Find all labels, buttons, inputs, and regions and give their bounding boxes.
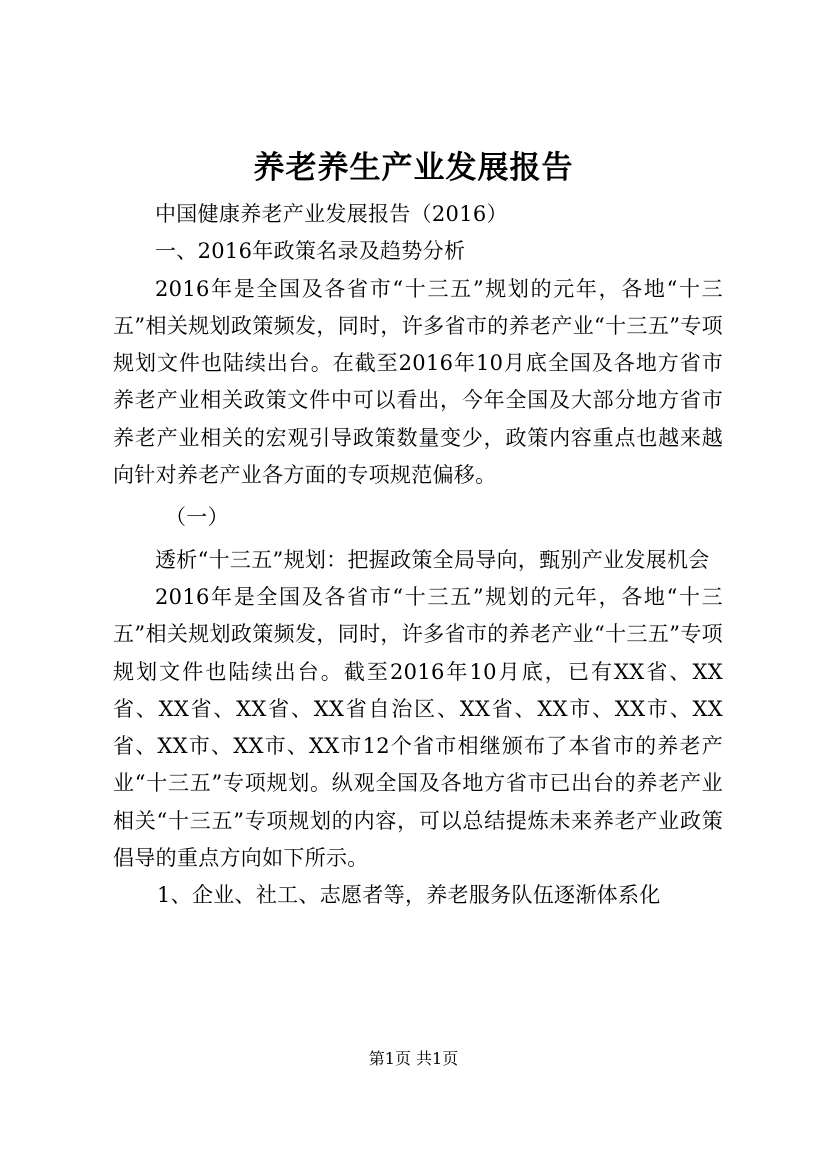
document-title: 养老养生产业发展报告: [253, 150, 574, 186]
report-subtitle: 中国健康养老产业发展报告（2016）: [155, 202, 508, 226]
paragraph-provincial-plans: 2016年是全国及各省市“十三五”规划的元年，各地“十三五”相关规划政策频发，同时，许多省市的养老产业“十三五”专项规划文件也陆续出台。截至2016年10月底，已有XX省、XX省、XX省、XX省、XX省自治区、XX省、XX市、XX市、XX省、XX市、XX市、XX市12个省市相继颁布了本省市的养老产业“十三五”专项规划。纵观全国及各地方省市已出台的养老产业相关“十三五”专项规划的内容，可以总结提炼未来养老产业政策倡导的重点方向如下所示。: [113, 584, 723, 871]
section-heading-1: 一、2016年政策名录及趋势分析: [155, 239, 466, 264]
list-item-1: 1、企业、社工、志愿者等，养老服务队伍逐渐体系化: [157, 883, 661, 908]
subsection-number: （一）: [165, 505, 229, 530]
page-footer: 第1页 共1页: [368, 1049, 459, 1068]
paragraph-policy-overview: 2016年是全国及各省市“十三五”规划的元年，各地“十三五”相关规划政策频发，同时，许多省市的养老产业“十三五”专项规划文件也陆续出台。在截至2016年10月底全国及各地方省市养老产业相关政策文件中可以看出，今年全国及大部分地方省市养老产业相关的宏观引导政策数量变少，政策内容重点也越来越向针对养老产业各方面的专项规范偏移。: [113, 276, 723, 488]
document-body: [113, 196, 723, 915]
subsection-heading: 透析“十三五”规划：把握政策全局导向，甄别产业发展机会: [155, 547, 710, 572]
